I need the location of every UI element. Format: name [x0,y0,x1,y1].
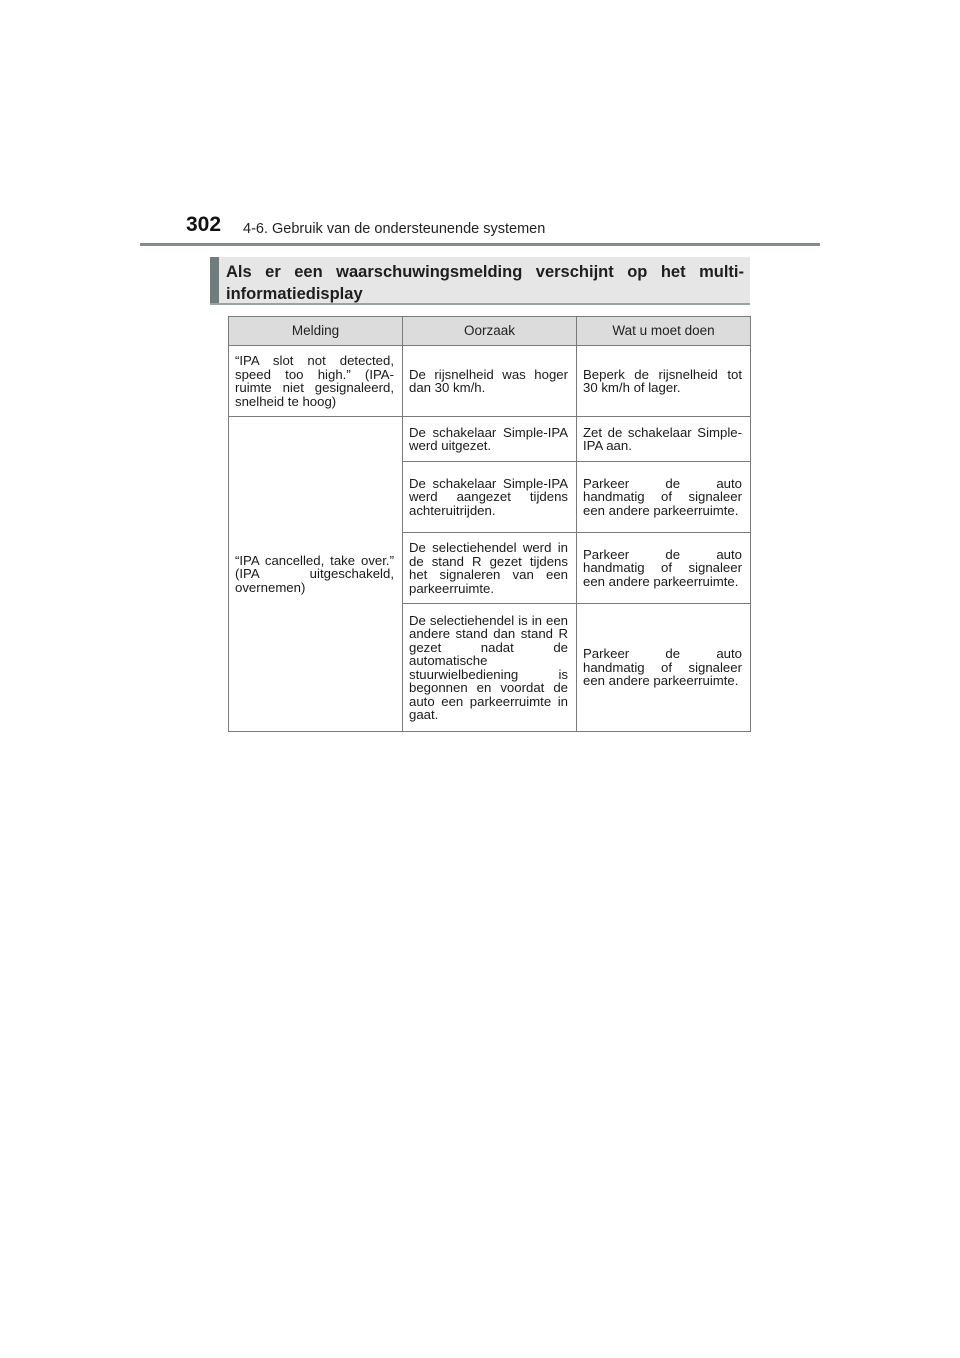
action-cell: Parkeer de auto handmatig of signaleer een andere parkeerruimte. [577,462,751,533]
cause-cell: De selectiehendel werd in de stand R gezet tijdens het signaleren van een parkeerruimte. [403,533,577,604]
table-header-row [229,317,751,346]
table-row [229,346,751,417]
action-cell: Beperk de rijsnelheid tot 30 km/h of lager. [577,346,751,417]
action-cell: Parkeer de auto handmatig of signaleer een andere parkeerruimte. [577,604,751,732]
header-divider [140,243,820,246]
cause-cell: De schakelaar Simple-IPA werd aangezet tijdens achteruitrijden. [403,462,577,533]
section-heading-text: Als er een waarschuwingsmelding verschijnt op het multi-informatiedisplay [226,263,744,303]
page-number: 302 [186,213,222,236]
cause-cell: De schakelaar Simple-IPA werd uitgezet. [403,417,577,462]
action-cell: Zet de schakelaar Simple-IPA aan. [577,417,751,462]
cause-cell: De rijsnelheid was hoger dan 30 km/h. [403,346,577,417]
cause-cell: De selectiehendel is in een andere stand dan stand R gezet nadat de automatische stuurwielbediening is begonnen en voordat de auto een parkeerruimte in gaat. [403,604,577,732]
column-header-oorzaak: Oorzaak [403,317,577,346]
section-path: 4-6. Gebruik van de ondersteunende systemen [243,221,546,237]
section-heading [210,257,750,305]
column-header-actie: Wat u moet doen [577,317,751,346]
action-cell: Parkeer de auto handmatig of signaleer een andere parkeerruimte. [577,533,751,604]
message-cell: “IPA cancelled, take over.” (IPA uitgeschakeld, overnemen) [229,417,403,732]
table-row [229,417,751,462]
message-cell: “IPA slot not detected, speed too high.” (IPA-ruimte niet gesignaleerd, snelheid te hoog) [229,346,403,417]
column-header-melding: Melding [229,317,403,346]
heading-accent-bar [210,257,219,303]
warning-message-table [228,316,751,732]
